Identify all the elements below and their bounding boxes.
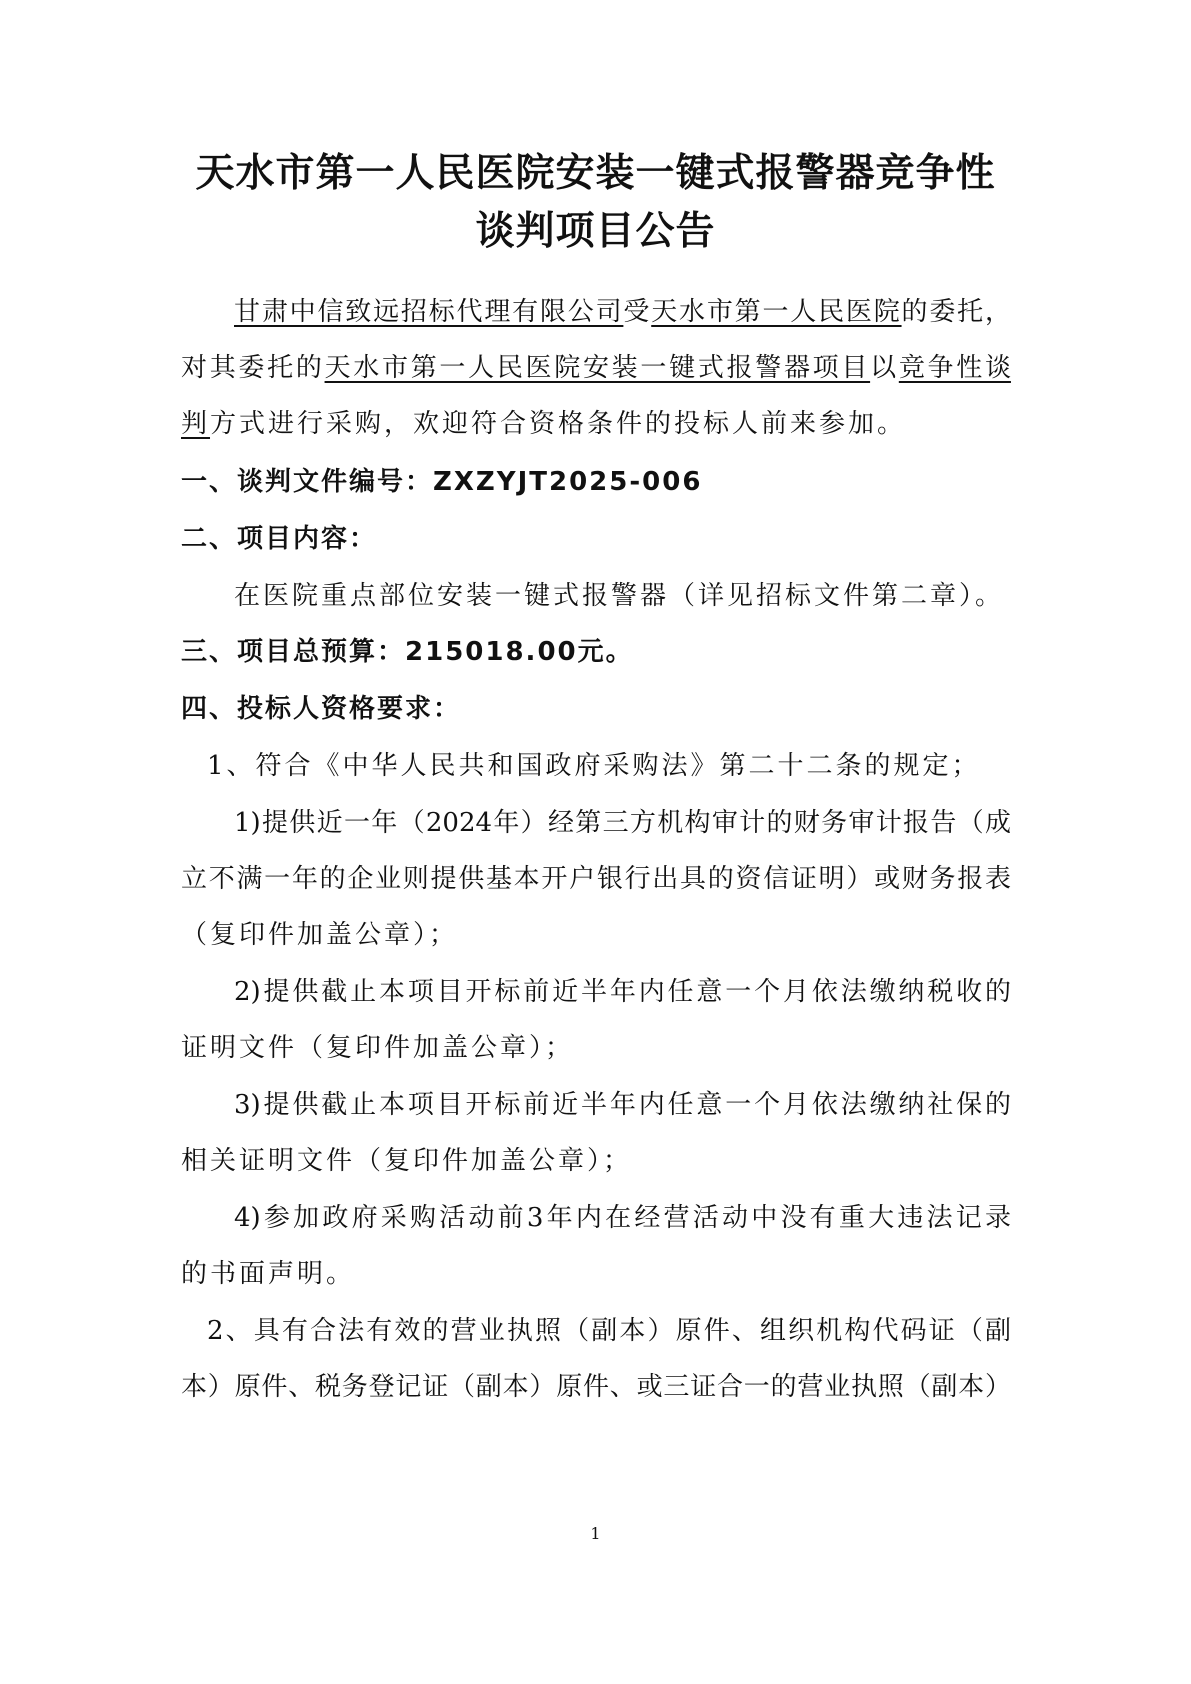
requirement-item-1: 1、符合《中华人民共和国政府采购法》第二十二条的规定； [207, 751, 981, 781]
intro-line-1 [234, 294, 1011, 330]
intro-prefix: 对其委托的 [181, 353, 325, 383]
section-1-heading [181, 464, 1011, 500]
document-title-line-1: 天水市第一人民医院安装一键式报警器竞争性 [195, 151, 996, 196]
project-name: 天水市第一人民医院安装一键式报警器项目 [324, 353, 871, 383]
procurement-method-part-1: 竞争性谈 [898, 353, 1011, 383]
intro-line-3 [181, 406, 1011, 442]
section-1-label: 一、谈判文件编号： [181, 467, 434, 497]
document-title-line-2: 谈判项目公告 [475, 209, 716, 254]
requirement-1-2-line-2: 证明文件（复印件加盖公章）； [181, 1033, 575, 1063]
requirement-1-2-line-1: 2)提供截止本项目开标前近半年内任意一个月依法缴纳税收的 [234, 977, 1011, 1007]
section-2-heading: 二、项目内容： [181, 524, 378, 554]
section-3-label: 三、项目总预算： [181, 637, 406, 667]
requirement-1-1-line-2: 立不满一年的企业则提供基本开户银行出具的资信证明）或财务报表 [181, 864, 1011, 894]
section-3-heading [181, 634, 1011, 670]
intro-by: 以 [870, 353, 899, 383]
requirement-1-4-line-1: 4)参加政府采购活动前3年内在经营活动中没有重大违法记录 [234, 1203, 1011, 1233]
document-number: ZXZYJT2025-006 [433, 467, 703, 497]
requirement-1-1-line-1: 1)提供近一年（2024年）经第三方机构审计的财务审计报告（成 [234, 808, 1011, 838]
client-name: 天水市第一人民医院 [651, 297, 902, 327]
agency-name: 甘肃中信致远招标代理有限公司 [234, 297, 624, 327]
intro-line-2 [181, 350, 1011, 386]
requirement-1-1-line-3: （复印件加盖公章）； [181, 920, 459, 950]
intro-suffix: 方式进行采购，欢迎符合资格条件的投标人前来参加。 [210, 409, 907, 439]
procurement-method-part-2: 判 [181, 409, 211, 439]
requirement-1-3-line-1: 3)提供截止本项目开标前近半年内任意一个月依法缴纳社保的 [234, 1090, 1011, 1120]
page-number: 1 [590, 1524, 601, 1543]
requirement-1-4-line-2: 的书面声明。 [181, 1259, 356, 1289]
intro-entrusted: 的委托， [901, 297, 1011, 327]
section-4-heading: 四、投标人资格要求： [181, 694, 462, 724]
requirement-item-2-line-1: 2、具有合法有效的营业执照（副本）原件、组织机构代码证（副 [207, 1316, 1011, 1346]
intro-receives: 受 [623, 297, 652, 327]
requirement-item-2-line-2: 本）原件、税务登记证（副本）原件、或三证合一的营业执照（副本） [181, 1372, 1011, 1402]
requirement-1-3-line-2: 相关证明文件（复印件加盖公章）； [181, 1146, 633, 1176]
total-budget: 215018.00元。 [405, 637, 634, 667]
section-2-content: 在医院重点部位安装一键式报警器（详见招标文件第二章）。 [234, 581, 1005, 611]
